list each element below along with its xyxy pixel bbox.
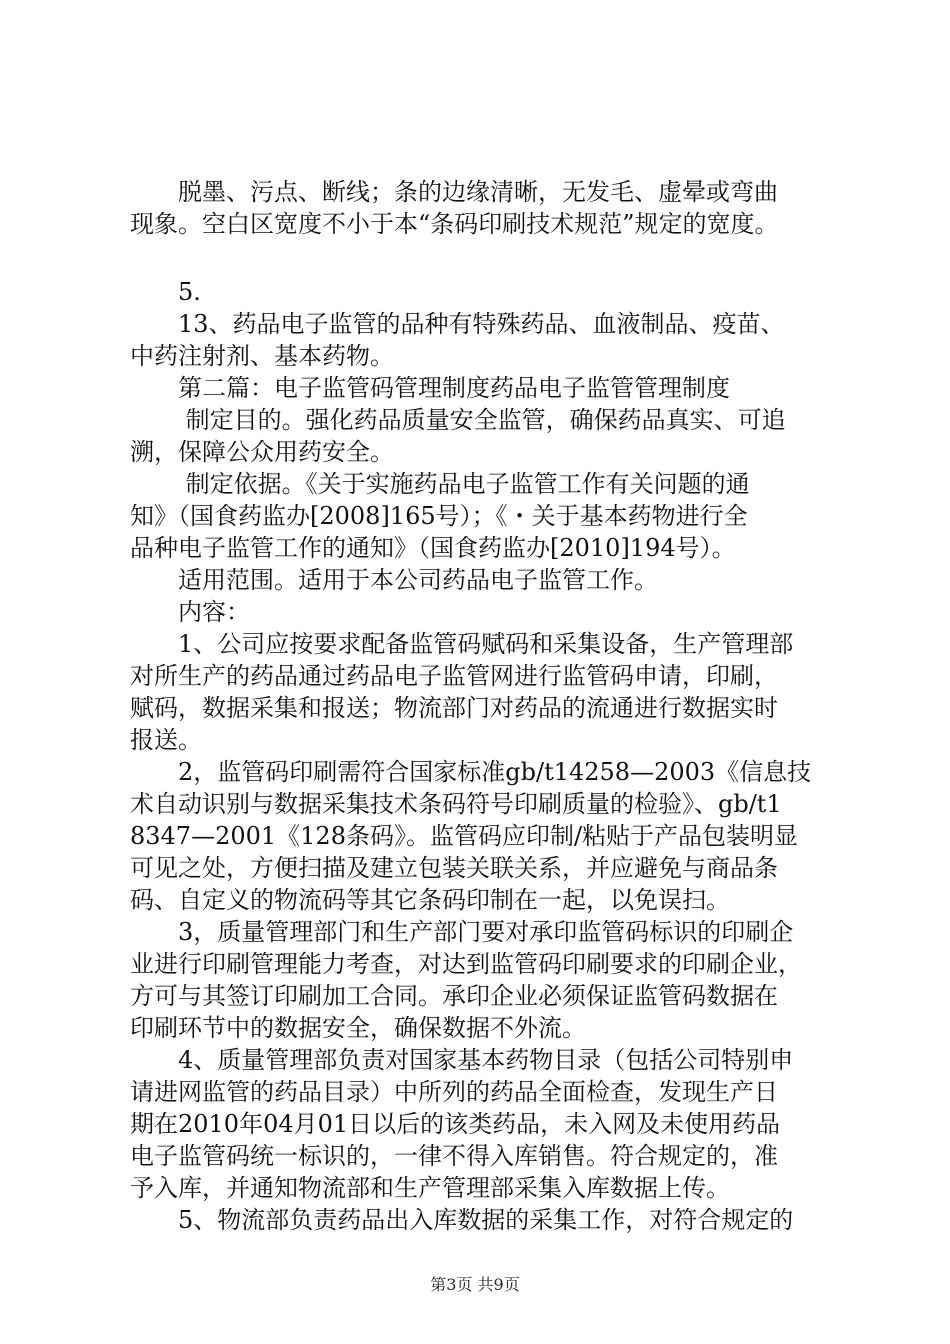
text-line: 适用范围。适用于本公司药品电子监管工作。 — [130, 566, 658, 594]
text-line: 品种电子监管工作的通知》（国食药监办[2010]194号）。 — [130, 534, 736, 562]
page-number: 第3页 共9页 — [430, 1275, 520, 1294]
text-line: 电子监管码统一标识的，一律不得入库销售。符合规定的，准 — [130, 1142, 778, 1170]
text-line: 制定依据。《关于实施药品电子监管工作有关问题的通 — [130, 470, 750, 498]
page-footer — [0, 1272, 950, 1295]
text-line: 术自动识别与数据采集技术条码符号印刷质量的检验》、gb/t1 — [130, 790, 782, 818]
text-line: 3，质量管理部门和生产部门要对承印监管码标识的印刷企 — [130, 918, 794, 946]
body-text — [130, 176, 835, 1236]
text-line: 1、公司应按要求配备监管码赋码和采集设备，生产管理部 — [130, 630, 794, 658]
text-line: 4、质量管理部负责对国家基本药物目录（包括公司特别申 — [130, 1046, 794, 1074]
text-line: 制定目的。强化药品质量安全监管，确保药品真实、可追 — [130, 406, 786, 434]
text-line: 业进行印刷管理能力考查，对达到监管码印刷要求的印刷企业， — [130, 950, 802, 978]
text-line: 脱墨、污点、断线；条的边缘清晰，无发毛、虚晕或弯曲 — [130, 178, 778, 206]
text-line: 13、药品电子监管的品种有特殊药品、血液制品、疫苗、 — [130, 310, 785, 338]
text-line: 期在2010年04月01日以后的该类药品，未入网及未使用药品 — [130, 1110, 781, 1138]
text-line: 溯，保障公众用药安全。 — [130, 438, 394, 466]
text-line: 方可与其签订印刷加工合同。承印企业必须保证监管码数据在 — [130, 982, 778, 1010]
text-line: 对所生产的药品通过药品电子监管网进行监管码申请，印刷， — [130, 662, 778, 690]
text-line: 内容： — [130, 598, 250, 626]
text-line: 2，监管码印刷需符合国家标准gb/t14258—2003《信息技 — [130, 758, 812, 786]
text-line: 请进网监管的药品目录）中所列的药品全面检查，发现生产日 — [130, 1078, 778, 1106]
text-line: 现象。空白区宽度不小于本“条码印刷技术规范”规定的宽度。 — [130, 210, 779, 238]
text-line: 知》（国食药监办[2008]165号）；《・关于基本药物进行全 — [130, 502, 748, 530]
text-line: 予入库，并通知物流部和生产管理部采集入库数据上传。 — [130, 1174, 730, 1202]
text-line: 赋码，数据采集和报送；物流部门对药品的流通进行数据实时 — [130, 694, 778, 722]
text-line: 中药注射剂、基本药物。 — [130, 342, 394, 370]
section-heading: 第二篇：电子监管码管理制度药品电子监管管理制度 — [130, 374, 730, 402]
text-line: 可见之处，方便扫描及建立包装关联关系，并应避免与商品条 — [130, 854, 778, 882]
text-line: 印刷环节中的数据安全，确保数据不外流。 — [130, 1014, 586, 1042]
text-line: 报送。 — [130, 726, 202, 754]
text-line: 5. — [130, 278, 201, 306]
text-line: 码、自定义的物流码等其它条码印制在一起，以免误扫。 — [130, 886, 730, 914]
text-line: 5、物流部负责药品出入库数据的采集工作，对符合规定的 — [130, 1206, 794, 1234]
text-line: 8347—2001《128条码》。监管码应印制/粘贴于产品包装明显 — [130, 822, 799, 850]
blank-line — [130, 240, 835, 276]
